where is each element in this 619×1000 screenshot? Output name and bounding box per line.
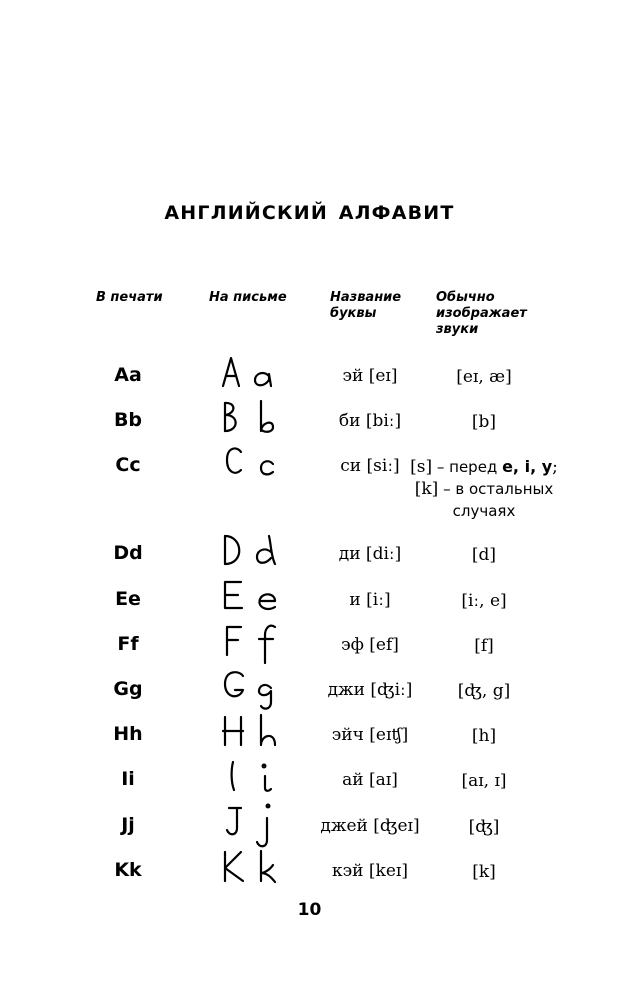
printed-letter: Dd xyxy=(113,542,143,564)
alphabet-row-c xyxy=(0,444,619,524)
handwritten-f-icon xyxy=(205,621,295,667)
handwritten-b-icon xyxy=(205,397,295,443)
alphabet-row-h xyxy=(0,713,619,753)
letter-sounds xyxy=(395,456,573,522)
printed-letter: Gg xyxy=(113,678,143,700)
letter-name: эй [eɪ] xyxy=(342,366,398,386)
sounds-line-s xyxy=(395,456,573,478)
printed-letter: Ee xyxy=(115,588,141,610)
printed-letter: Aa xyxy=(114,364,142,386)
column-header-written: На письме xyxy=(209,290,287,305)
handwritten-h-icon xyxy=(205,711,295,757)
alphabet-row-g xyxy=(0,668,619,708)
alphabet-row-b xyxy=(0,399,619,439)
handwritten-c-icon xyxy=(205,442,295,488)
letter-sounds: [d] xyxy=(471,545,497,565)
sound-s-end: ; xyxy=(552,457,558,477)
alphabet-row-j xyxy=(0,804,619,844)
handwritten-j-icon xyxy=(205,802,295,848)
column-header-name xyxy=(330,290,420,322)
alphabet-row-a xyxy=(0,354,619,394)
letter-sounds: [ʤ, g] xyxy=(457,681,511,701)
letter-name: и [iː] xyxy=(349,590,391,610)
column-header-name-line1: Название xyxy=(330,290,402,305)
page-title: АНГЛИЙСКИЙ АЛФАВИТ xyxy=(164,202,455,224)
printed-letter: Ii xyxy=(121,768,135,790)
letter-sounds: [k] xyxy=(472,862,496,882)
letter-name: кэй [keɪ] xyxy=(332,861,408,881)
handwritten-k-icon xyxy=(205,847,295,893)
letter-sounds: [eɪ, æ] xyxy=(456,367,512,387)
printed-letter: Jj xyxy=(121,814,135,836)
letter-name: ди [diː] xyxy=(338,544,402,564)
sounds-line-k-note2: случаях xyxy=(452,502,516,520)
handwritten-i-icon xyxy=(205,756,295,802)
letter-sounds: [b] xyxy=(471,412,497,432)
handwritten-d-icon xyxy=(205,530,295,576)
letter-name: си [siː] xyxy=(340,456,400,476)
column-header-sounds-line1: Обычно xyxy=(436,290,495,305)
letter-name: би [biː] xyxy=(338,411,402,431)
letter-name: эйч [eɪʧ] xyxy=(331,725,409,745)
handwritten-e-icon xyxy=(205,576,295,622)
letter-sounds: [h] xyxy=(471,726,497,746)
alphabet-row-k xyxy=(0,849,619,889)
column-header-print: В печати xyxy=(96,290,163,305)
sound-s-note: – перед xyxy=(432,458,503,476)
column-header-sounds-line2: изображает xyxy=(436,306,527,321)
alphabet-row-i xyxy=(0,758,619,798)
printed-letter: Ff xyxy=(117,633,139,655)
letter-name: джей [ʤeɪ] xyxy=(320,816,420,836)
alphabet-row-d xyxy=(0,532,619,572)
handwritten-g-icon xyxy=(205,666,295,712)
letter-name: ай [aɪ] xyxy=(342,770,398,790)
sounds-line-k xyxy=(395,478,573,500)
printed-letter: Kk xyxy=(114,859,142,881)
alphabet-row-e xyxy=(0,578,619,618)
letter-sounds: [f] xyxy=(474,636,494,656)
letter-sounds: [iː, e] xyxy=(461,591,507,611)
printed-letter: Cc xyxy=(115,454,141,476)
letter-name: джи [ʤiː] xyxy=(327,680,413,700)
sound-s-letters: e, i, y xyxy=(502,457,553,476)
sound-s: [s] xyxy=(410,457,433,477)
handwritten-a-icon xyxy=(205,352,295,398)
sound-k-note: – в остальных xyxy=(438,480,554,498)
printed-letter: Bb xyxy=(113,409,143,431)
letter-sounds: [aɪ, ɪ] xyxy=(461,771,507,791)
printed-letter: Hh xyxy=(113,723,143,745)
column-header-sounds-line3: звуки xyxy=(436,322,479,337)
alphabet-row-f xyxy=(0,623,619,663)
column-header-sounds xyxy=(436,290,556,338)
page-number: 10 xyxy=(297,900,322,920)
column-header-name-line2: буквы xyxy=(330,306,377,321)
letter-sounds: [ʤ] xyxy=(468,817,500,837)
sound-k: [k] xyxy=(414,479,439,499)
letter-name: эф [ef] xyxy=(341,635,399,655)
